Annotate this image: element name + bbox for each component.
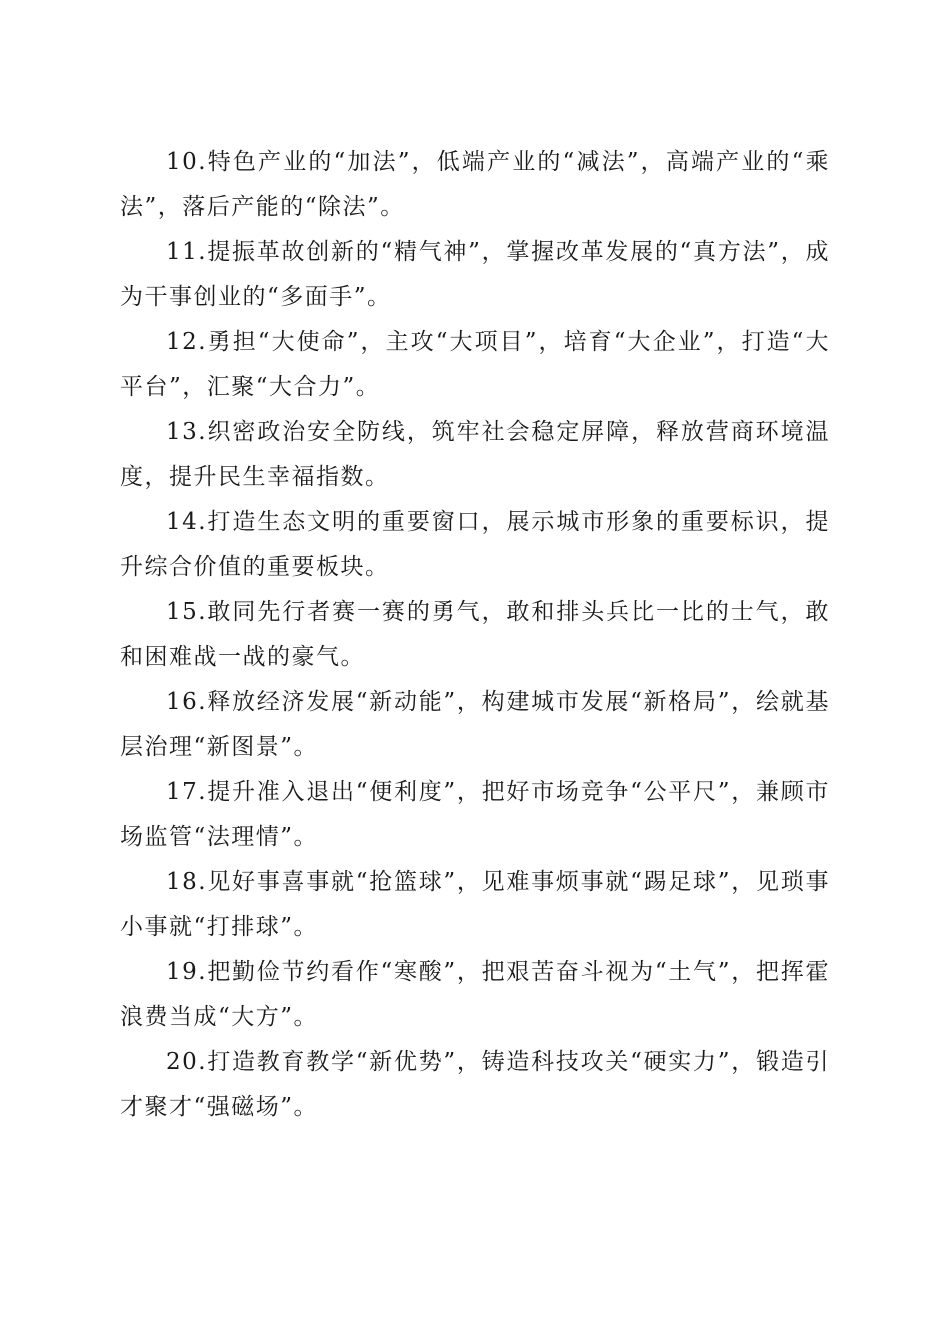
paragraph-19: 19.把勤俭节约看作“寒酸”，把艰苦奋斗视为“土气”，把挥霍浪费当成“大方”。 xyxy=(120,959,830,1030)
paragraph-17: 17.提升准入退出“便利度”，把好市场竞争“公平尺”，兼顾市场监管“法理情”。 xyxy=(120,779,830,850)
paragraph-10: 10.特色产业的“加法”，低端产业的“减法”，高端产业的“乘法”，落后产能的“除法”。 xyxy=(120,149,830,220)
paragraph-11: 11.提振革故创新的“精气神”，掌握改革发展的“真方法”，成为干事创业的“多面手”。 xyxy=(120,239,830,310)
paragraph-13: 13.织密政治安全防线，筑牢社会稳定屏障，释放营商环境温度，提升民生幸福指数。 xyxy=(120,419,830,490)
document-body xyxy=(120,140,830,1130)
paragraph-18: 18.见好事喜事就“抢篮球”，见难事烦事就“踢足球”，见琐事小事就“打排球”。 xyxy=(120,869,830,940)
paragraph-20: 20.打造教育教学“新优势”，铸造科技攻关“硬实力”，锻造引才聚才“强磁场”。 xyxy=(120,1049,830,1120)
paragraph-16: 16.释放经济发展“新动能”，构建城市发展“新格局”，绘就基层治理“新图景”。 xyxy=(120,689,830,760)
paragraph-12: 12.勇担“大使命”，主攻“大项目”，培育“大企业”，打造“大平台”，汇聚“大合力”。 xyxy=(120,329,830,400)
paragraph-14: 14.打造生态文明的重要窗口，展示城市形象的重要标识，提升综合价值的重要板块。 xyxy=(120,509,830,580)
paragraph-15: 15.敢同先行者赛一赛的勇气，敢和排头兵比一比的士气，敢和困难战一战的豪气。 xyxy=(120,599,830,670)
